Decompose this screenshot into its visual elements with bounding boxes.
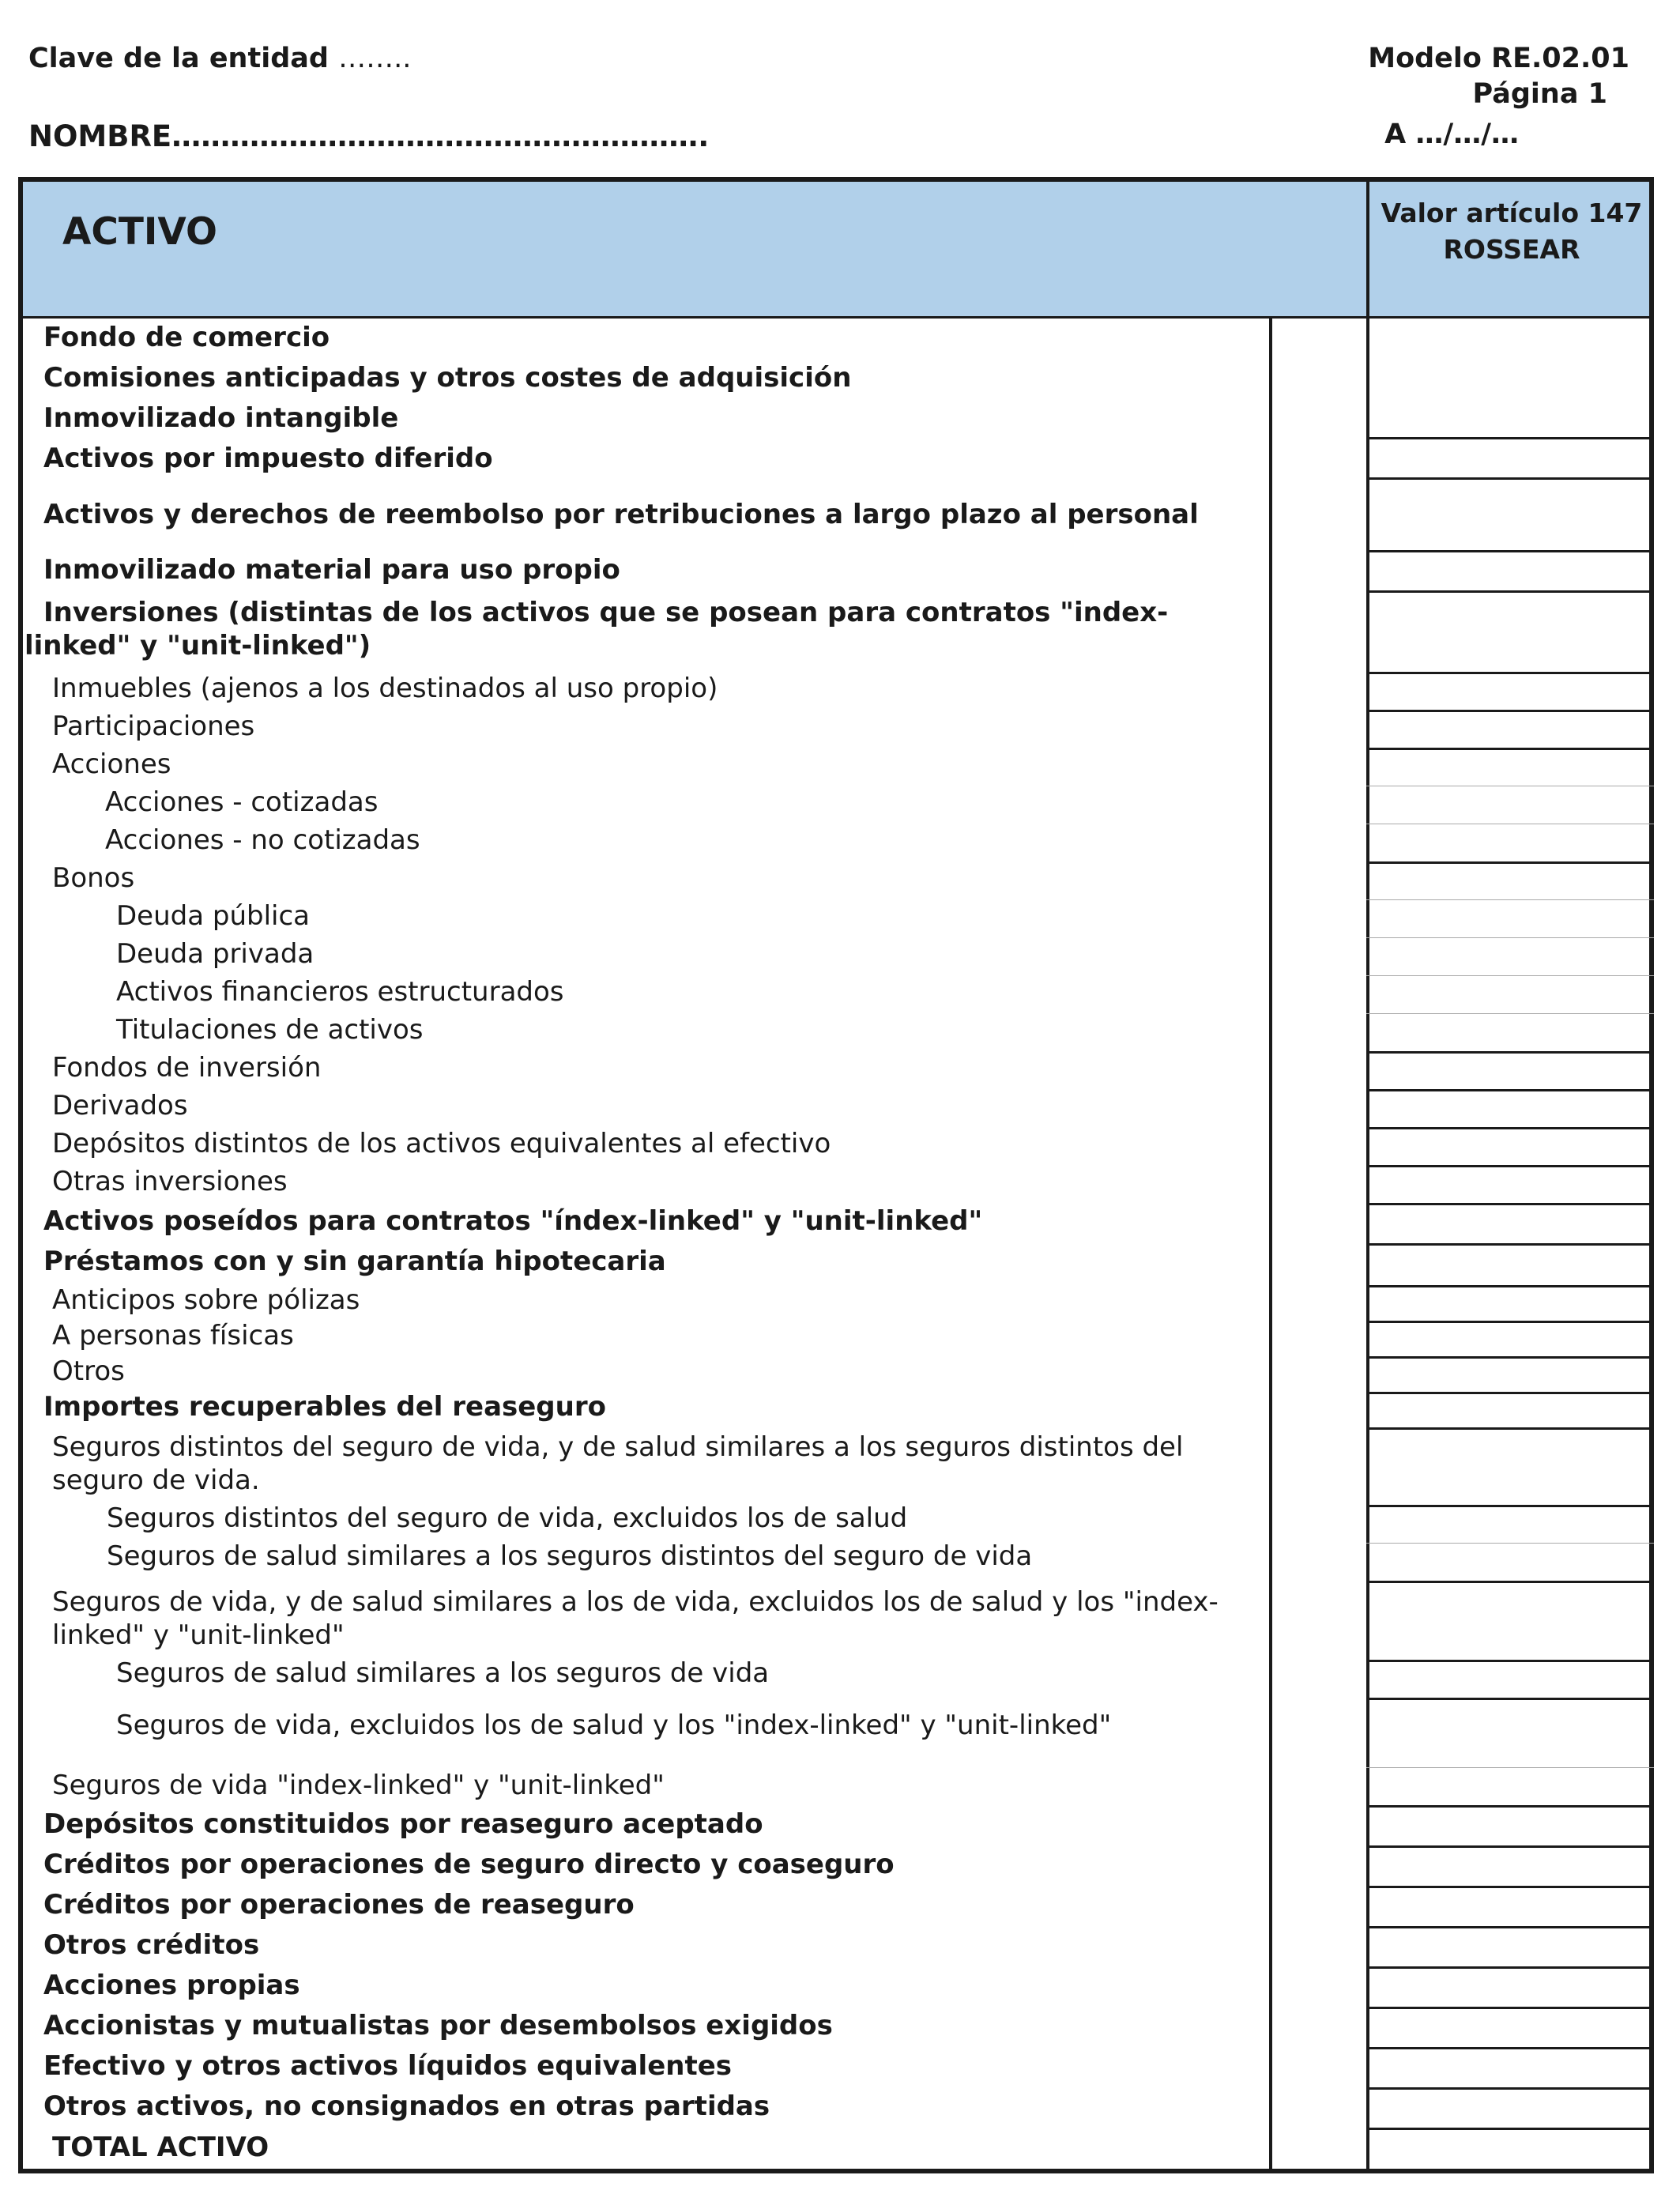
value-cell[interactable] bbox=[1366, 1013, 1654, 1051]
row-label: Accionistas y mutualistas por desembolsos exigidos bbox=[43, 2010, 833, 2041]
value-cell[interactable] bbox=[1366, 2128, 1654, 2173]
row-label: Inmuebles (ajenos a los destinados al uso propio) bbox=[52, 673, 718, 704]
row-label: Anticipos sobre pólizas bbox=[52, 1284, 360, 1316]
value-cell[interactable] bbox=[1366, 1203, 1654, 1243]
row-label: Créditos por operaciones de reaseguro bbox=[43, 1889, 635, 1921]
entity-name-label: NOMBRE………………………………………………. bbox=[28, 119, 710, 153]
row-label: Seguros distintos del seguro de vida, y de salud similares a los seguros distintos del seguro de vida. bbox=[52, 1431, 1184, 1496]
row-label: Activos financieros estructurados bbox=[116, 976, 564, 1008]
value-cell[interactable] bbox=[1366, 2087, 1654, 2128]
row-label: Otras inversiones bbox=[52, 1166, 288, 1197]
row-label: Comisiones anticipadas y otros costes de adquisición bbox=[43, 362, 852, 394]
row-label: Titulaciones de activos bbox=[116, 1014, 424, 1046]
value-cell[interactable] bbox=[1366, 1660, 1654, 1698]
row-label: Depósitos constituidos por reaseguro aceptado bbox=[43, 1808, 763, 1840]
entity-key-placeholder: …….. bbox=[338, 43, 412, 74]
value-cell[interactable] bbox=[1366, 1543, 1654, 1581]
value-cell[interactable] bbox=[1366, 1926, 1654, 1966]
row-label: Seguros de salud similares a los seguros distintos del seguro de vida bbox=[107, 1540, 1033, 1572]
row-label: Bonos bbox=[52, 862, 135, 894]
value-cell[interactable] bbox=[1366, 1698, 1654, 1767]
row-label: Otros bbox=[52, 1355, 125, 1387]
total-label: TOTAL ACTIVO bbox=[52, 2132, 269, 2163]
entity-key-text: Clave de la entidad bbox=[28, 43, 329, 74]
row-label: Activos poseídos para contratos "índex-linked" y "unit-linked" bbox=[43, 1205, 983, 1237]
value-cell[interactable] bbox=[1366, 1581, 1654, 1660]
value-cell[interactable] bbox=[1366, 824, 1654, 861]
row-label: Préstamos con y sin garantía hipotecaria bbox=[43, 1246, 666, 1277]
value-cell[interactable] bbox=[1366, 1285, 1654, 1321]
value-cell[interactable] bbox=[1366, 1505, 1654, 1543]
row-label: Activos y derechos de reembolso por retribuciones a largo plazo al personal bbox=[43, 499, 1199, 530]
row-label: Deuda pública bbox=[116, 900, 311, 932]
row-label: Otros créditos bbox=[43, 1929, 260, 1961]
value-column-title: Valor artículo 147 bbox=[1381, 198, 1643, 228]
row-label: Fondo de comercio bbox=[43, 322, 330, 353]
row-label: Seguros de salud similares a los seguros de vida bbox=[116, 1657, 770, 1689]
value-cell[interactable] bbox=[1366, 1089, 1654, 1127]
row-label: Acciones - cotizadas bbox=[105, 786, 379, 818]
section-title: ACTIVO bbox=[62, 210, 217, 254]
value-column-header bbox=[1366, 182, 1654, 316]
value-cell[interactable] bbox=[1366, 1321, 1654, 1356]
value-cell[interactable] bbox=[1366, 1127, 1654, 1165]
row-label: Deuda privada bbox=[116, 938, 315, 970]
row-label: Acciones bbox=[52, 748, 171, 780]
value-cell[interactable] bbox=[1366, 786, 1654, 824]
row-label: Inversiones (distintas de los activos que se posean para contratos "index-linked" y "unit-linked") bbox=[24, 597, 1169, 662]
value-cell[interactable] bbox=[1366, 710, 1654, 748]
model-code: Modelo RE.02.01 bbox=[1368, 43, 1629, 74]
row-label: Inmovilizado intangible bbox=[43, 402, 399, 434]
row-label: Fondos de inversión bbox=[52, 1052, 322, 1084]
value-cell[interactable] bbox=[1366, 1356, 1654, 1392]
entity-key-label bbox=[28, 43, 411, 74]
row-label: Seguros de vida "index-linked" y "unit-linked" bbox=[52, 1770, 665, 1801]
row-label: Seguros distintos del seguro de vida, excluidos los de salud bbox=[107, 1502, 908, 1534]
value-cell[interactable] bbox=[1366, 1845, 1654, 1886]
row-label: Créditos por operaciones de seguro directo y coaseguro bbox=[43, 1849, 895, 1880]
column-divider bbox=[1269, 316, 1272, 2169]
value-cell[interactable] bbox=[1366, 861, 1654, 899]
value-cell[interactable] bbox=[1366, 1165, 1654, 1203]
value-cell[interactable] bbox=[1366, 1767, 1654, 1805]
value-cell[interactable] bbox=[1366, 1966, 1654, 2007]
row-label: Seguros de vida, excluidos los de salud y los "index-linked" y "unit-linked" bbox=[116, 1710, 1112, 1741]
page-number: Página 1 bbox=[1472, 78, 1607, 110]
value-cell[interactable] bbox=[1366, 590, 1654, 672]
row-label: Efectivo y otros activos líquidos equivalentes bbox=[43, 2050, 733, 2082]
value-cell[interactable] bbox=[1366, 748, 1654, 786]
value-cell[interactable] bbox=[1366, 477, 1654, 550]
value-cell[interactable] bbox=[1366, 316, 1654, 437]
row-label: Importes recuperables del reaseguro bbox=[43, 1391, 606, 1423]
row-label: Activos por impuesto diferido bbox=[43, 443, 493, 474]
row-label: Seguros de vida, y de salud similares a los de vida, excluidos los de salud y los "index-linked" y "unit-linked" bbox=[52, 1586, 1219, 1651]
value-cell[interactable] bbox=[1366, 1427, 1654, 1505]
value-cell[interactable] bbox=[1366, 2007, 1654, 2047]
value-cell[interactable] bbox=[1366, 1051, 1654, 1089]
row-label: Inmovilizado material para uso propio bbox=[43, 554, 620, 586]
value-cell[interactable] bbox=[1366, 437, 1654, 477]
row-label: Acciones propias bbox=[43, 1970, 300, 2001]
value-cell[interactable] bbox=[1366, 937, 1654, 975]
assets-form bbox=[18, 177, 1654, 2173]
value-cell[interactable] bbox=[1366, 672, 1654, 710]
row-label: Otros activos, no consignados en otras partidas bbox=[43, 2090, 770, 2122]
value-cell[interactable] bbox=[1366, 550, 1654, 590]
value-cells bbox=[1366, 316, 1654, 2173]
value-cell[interactable] bbox=[1366, 975, 1654, 1013]
value-cell[interactable] bbox=[1366, 1805, 1654, 1845]
row-label: Acciones - no cotizadas bbox=[105, 824, 420, 856]
row-label: Derivados bbox=[52, 1090, 188, 1122]
value-cell[interactable] bbox=[1366, 899, 1654, 937]
value-column-subtitle: ROSSEAR bbox=[1443, 234, 1580, 265]
value-cell[interactable] bbox=[1366, 2047, 1654, 2087]
report-date: A …/…/… bbox=[1384, 119, 1519, 150]
row-label: Depósitos distintos de los activos equivalentes al efectivo bbox=[52, 1128, 831, 1159]
value-cell[interactable] bbox=[1366, 1886, 1654, 1926]
row-label: A personas físicas bbox=[52, 1320, 294, 1351]
value-cell[interactable] bbox=[1366, 1243, 1654, 1285]
value-cell[interactable] bbox=[1366, 1392, 1654, 1427]
row-label: Participaciones bbox=[52, 711, 255, 742]
